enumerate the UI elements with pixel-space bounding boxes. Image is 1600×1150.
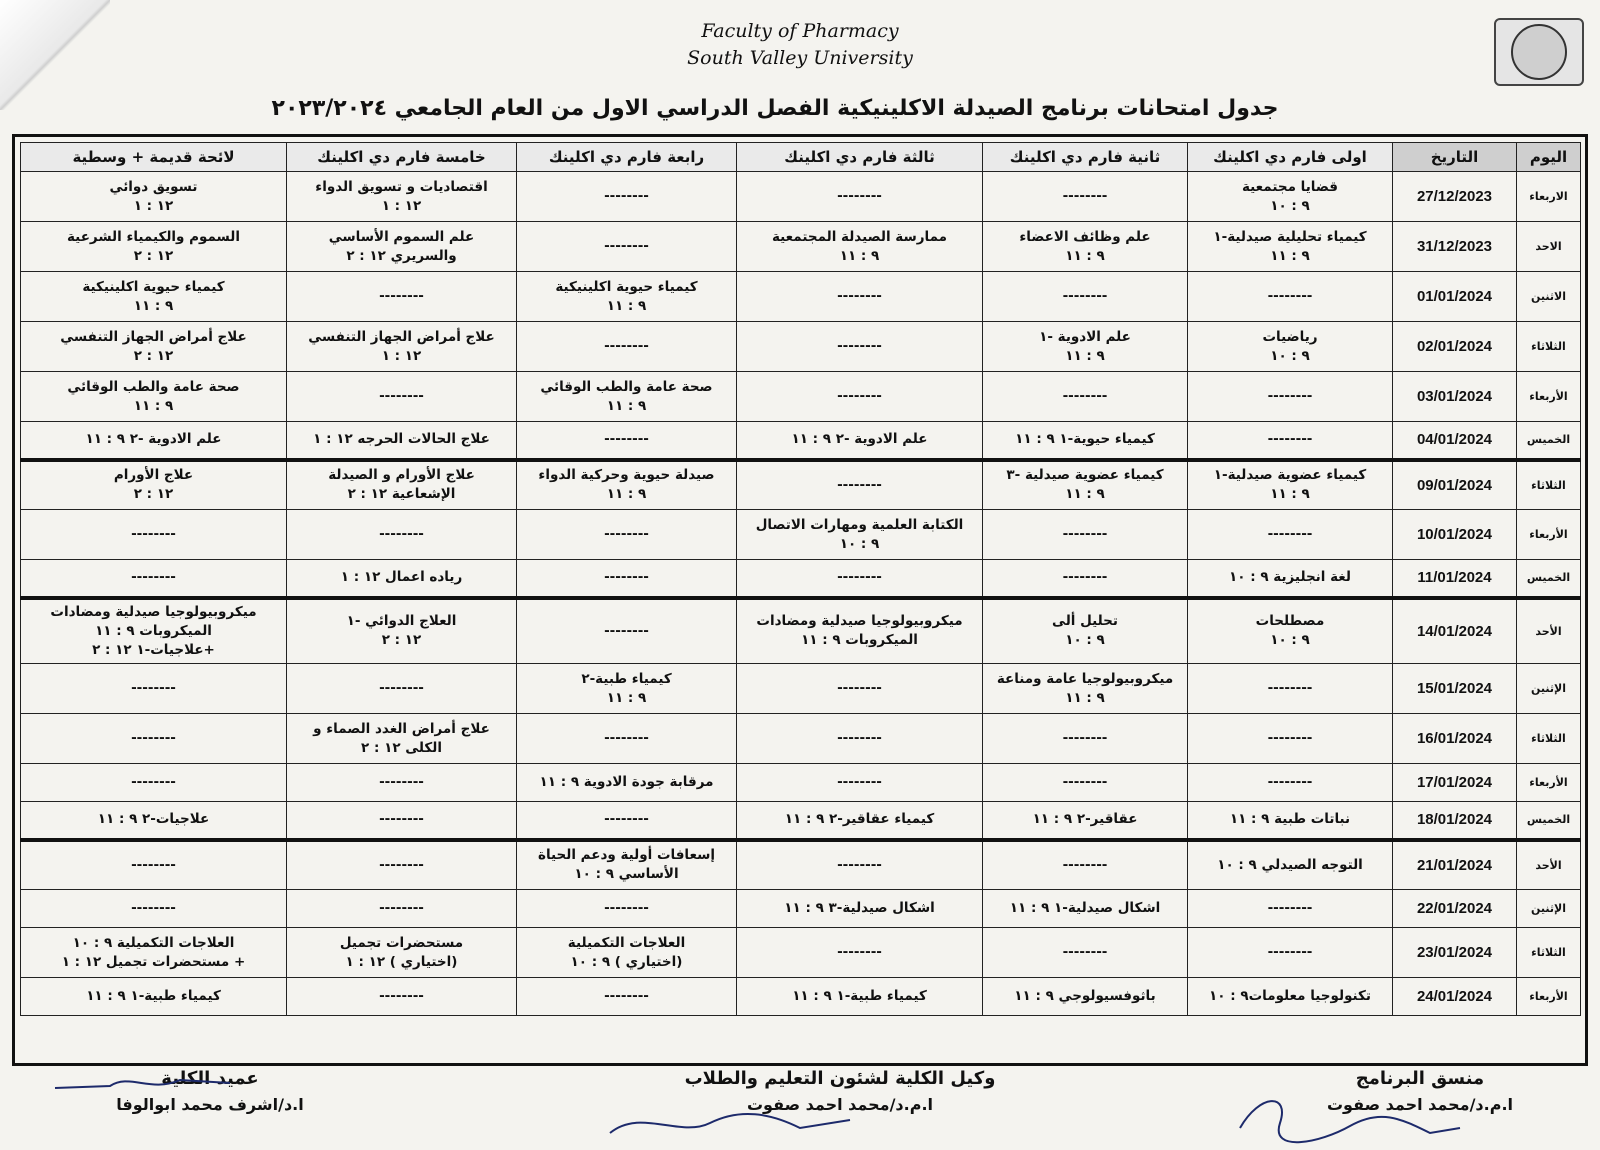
table-row (21, 510, 1581, 560)
exam-cell: -------- (983, 840, 1188, 890)
table-row (21, 764, 1581, 802)
exam-cell: -------- (287, 764, 517, 802)
table-header-row (21, 143, 1581, 172)
column-header: ثالثة فارم دي اكلينك (737, 143, 983, 172)
exam-cell: -------- (517, 978, 737, 1016)
exam-cell: ميكروبيولوجيا عامة ومناعة ٩ : ١١ (983, 664, 1188, 714)
exam-cell: كيمياء حيوية-١ ٩ : ١١ (983, 422, 1188, 460)
handwritten-signature-icon (600, 1098, 860, 1148)
exam-cell: -------- (1188, 890, 1393, 928)
exam-cell: لغة انجليزية ٩ : ١٠ (1188, 560, 1393, 598)
table-row (21, 890, 1581, 928)
exam-cell: علاج أمراض الغدد الصماء و الكلى ١٢ : ٢ (287, 714, 517, 764)
date-cell: 10/01/2024 (1393, 510, 1517, 560)
table-row (21, 598, 1581, 664)
exam-cell: -------- (983, 372, 1188, 422)
exam-cell: كيمياء طبية-١ ٩ : ١١ (737, 978, 983, 1016)
exam-cell: -------- (983, 764, 1188, 802)
exam-cell: -------- (983, 510, 1188, 560)
exam-cell: -------- (737, 664, 983, 714)
exam-cell: كيمياء طبية-٢ ٩ : ١١ (517, 664, 737, 714)
day-cell: الاربعاء (1517, 172, 1581, 222)
exam-cell: -------- (1188, 372, 1393, 422)
table-row (21, 802, 1581, 840)
day-cell: الإثنين (1517, 664, 1581, 714)
exam-cell: -------- (517, 510, 737, 560)
column-header: خامسة فارم دي اكلينك (287, 143, 517, 172)
exam-cell: -------- (737, 272, 983, 322)
exam-cell: -------- (517, 890, 737, 928)
exam-cell: علم الادوية -٢ ٩ : ١١ (737, 422, 983, 460)
folded-corner (0, 0, 110, 110)
date-cell: 18/01/2024 (1393, 802, 1517, 840)
exam-cell: -------- (287, 978, 517, 1016)
exam-cell: اشكال صيدلية-١ ٩ : ١١ (983, 890, 1188, 928)
day-cell: الأحد (1517, 598, 1581, 664)
table-body (21, 172, 1581, 1016)
exam-cell: -------- (287, 664, 517, 714)
exam-cell: ميكروبيولوجيا صيدلية ومضادات الميكروبات ٩ : ١١ +علاجيات-١ ١٢ : ٢ (21, 598, 287, 664)
signature-name: ا.م.د/محمد احمد صفوت (746, 1095, 934, 1114)
exam-cell: علم وظائف الاعضاء ٩ : ١١ (983, 222, 1188, 272)
table-row (21, 560, 1581, 598)
exam-cell: السموم والكيمياء الشرعية ١٢ : ٢ (21, 222, 287, 272)
exam-cell: رياضيات ٩ : ١٠ (1188, 322, 1393, 372)
exam-cell: -------- (983, 714, 1188, 764)
signature-role: وكيل الكلية لشئون التعليم والطلاب (684, 1068, 996, 1089)
exam-cell: -------- (517, 598, 737, 664)
exam-cell: صيدلة حيوية وحركية الدواء ٩ : ١١ (517, 460, 737, 510)
day-cell: الثلاثاء (1517, 460, 1581, 510)
exam-cell: التوجه الصيدلي ٩ : ١٠ (1188, 840, 1393, 890)
signature-role: عميد الكلية (161, 1068, 259, 1089)
exam-schedule-table (20, 142, 1581, 1016)
exam-cell: تسويق دوائي ١٢ : ١ (21, 172, 287, 222)
signature-name: ا.د/اشرف محمد ابوالوفا (116, 1095, 304, 1114)
exam-cell: -------- (737, 460, 983, 510)
exam-cell: علاجيات-٢ ٩ : ١١ (21, 802, 287, 840)
day-cell: الأربعاء (1517, 978, 1581, 1016)
exam-cell: -------- (983, 272, 1188, 322)
date-cell: 16/01/2024 (1393, 714, 1517, 764)
date-cell: 22/01/2024 (1393, 890, 1517, 928)
exam-cell: العلاجات التكميلية (اختياري ) ٩ : ١٠ (517, 928, 737, 978)
exam-cell: -------- (737, 322, 983, 372)
exam-cell: -------- (1188, 714, 1393, 764)
handwritten-signature-icon (1230, 1088, 1470, 1148)
date-cell: 01/01/2024 (1393, 272, 1517, 322)
date-cell: 09/01/2024 (1393, 460, 1517, 510)
date-cell: 31/12/2023 (1393, 222, 1517, 272)
table-row (21, 840, 1581, 890)
table-row (21, 322, 1581, 372)
day-cell: الثلاثاء (1517, 928, 1581, 978)
exam-cell: ممارسة الصيدلة المجتمعية ٩ : ١١ (737, 222, 983, 272)
table-row (21, 272, 1581, 322)
exam-cell: العلاج الدوائي -١ ١٢ : ٢ (287, 598, 517, 664)
exam-cell: كيمياء عقاقير-٢ ٩ : ١١ (737, 802, 983, 840)
exam-cell: كيمياء عضوية صيدلية -٣ ٩ : ١١ (983, 460, 1188, 510)
date-cell: 04/01/2024 (1393, 422, 1517, 460)
exam-cell: -------- (517, 322, 737, 372)
exam-cell: -------- (287, 890, 517, 928)
date-cell: 03/01/2024 (1393, 372, 1517, 422)
exam-cell: باثوفسيولوجي ٩ : ١١ (983, 978, 1188, 1016)
day-cell: الاثنين (1517, 272, 1581, 322)
signature-name: ا.م.د/محمد احمد صفوت (1326, 1095, 1514, 1114)
exam-cell: -------- (737, 840, 983, 890)
exam-cell: اشكال صيدلية-٣ ٩ : ١١ (737, 890, 983, 928)
faculty-header (600, 18, 1000, 72)
exam-cell: -------- (983, 172, 1188, 222)
column-header: لائحة قديمة + وسطية (21, 143, 287, 172)
exam-cell: ميكروبيولوجيا صيدلية ومضادات الميكروبات ٩ : ١١ (737, 598, 983, 664)
exam-cell: مرقابة جودة الادوية ٩ : ١١ (517, 764, 737, 802)
exam-cell: عقاقير-٢ ٩ : ١١ (983, 802, 1188, 840)
exam-cell: علاج أمراض الجهاز التنفسي ١٢ : ٢ (21, 322, 287, 372)
exam-cell: كيمياء حيوية اكلينيكية ٩ : ١١ (517, 272, 737, 322)
page-title: جدول امتحانات برنامج الصيدلة الاكلينيكية الفصل الدراسي الاول من العام الجامعي ٢٠٢٣/٢٠٢٤ (271, 96, 1279, 121)
exam-cell: إسعافات أولية ودعم الحياة الأساسي ٩ : ١٠ (517, 840, 737, 890)
exam-cell: علاج الحالات الحرجه ١٢ : ١ (287, 422, 517, 460)
table-row (21, 928, 1581, 978)
column-header: التاريخ (1393, 143, 1517, 172)
table-row (21, 664, 1581, 714)
exam-cell: -------- (21, 764, 287, 802)
schedule-frame (12, 134, 1588, 1066)
handwritten-signature-icon (50, 1068, 250, 1098)
exam-cell: -------- (1188, 928, 1393, 978)
date-cell: 24/01/2024 (1393, 978, 1517, 1016)
exam-cell: رياده اعمال ١٢ : ١ (287, 560, 517, 598)
exam-cell: قضايا مجتمعية ٩ : ١٠ (1188, 172, 1393, 222)
column-header: اليوم (1517, 143, 1581, 172)
exam-cell: -------- (1188, 664, 1393, 714)
exam-cell: -------- (737, 372, 983, 422)
day-cell: الأحد (1517, 840, 1581, 890)
exam-cell: كيمياء طبية-١ ٩ : ١١ (21, 978, 287, 1016)
exam-cell: -------- (21, 664, 287, 714)
day-cell: الأربعاء (1517, 510, 1581, 560)
exam-cell: -------- (21, 890, 287, 928)
date-cell: 17/01/2024 (1393, 764, 1517, 802)
exam-cell: -------- (737, 764, 983, 802)
exam-cell: علاج الأورام و الصيدلة الإشعاعية ١٢ : ٢ (287, 460, 517, 510)
exam-cell: -------- (287, 272, 517, 322)
exam-cell: -------- (1188, 510, 1393, 560)
exam-cell: -------- (21, 714, 287, 764)
exam-cell: -------- (737, 928, 983, 978)
exam-cell: علم الادوية -٢ ٩ : ١١ (21, 422, 287, 460)
day-cell: الثلاثاء (1517, 714, 1581, 764)
faculty-name: Faculty of Pharmacy (701, 20, 899, 42)
exam-cell: صحة عامة والطب الوقائي ٩ : ١١ (21, 372, 287, 422)
day-cell: الثلاثاء (1517, 322, 1581, 372)
exam-cell: مصطلحات ٩ : ١٠ (1188, 598, 1393, 664)
table-row (21, 422, 1581, 460)
exam-cell: -------- (1188, 272, 1393, 322)
exam-cell: العلاجات التكميلية ٩ : ١٠ + مستحضرات تجميل ١٢ : ١ (21, 928, 287, 978)
exam-cell: -------- (517, 714, 737, 764)
university-name: South Valley University (687, 47, 913, 69)
exam-cell: -------- (983, 928, 1188, 978)
exam-cell: -------- (287, 510, 517, 560)
exam-cell: -------- (21, 840, 287, 890)
day-cell: الإثنين (1517, 890, 1581, 928)
exam-cell: علم الادوية -١ ٩ : ١١ (983, 322, 1188, 372)
table-row (21, 172, 1581, 222)
exam-cell: -------- (21, 510, 287, 560)
exam-cell: مستحضرات تجميل (اختياري ) ١٢ : ١ (287, 928, 517, 978)
exam-cell: -------- (21, 560, 287, 598)
exam-cell: -------- (1188, 764, 1393, 802)
university-logo (1494, 18, 1584, 86)
column-header: رابعة فارم دي اكلينك (517, 143, 737, 172)
exam-cell: -------- (737, 714, 983, 764)
date-cell: 27/12/2023 (1393, 172, 1517, 222)
exam-cell: -------- (517, 560, 737, 598)
column-header: ثانية فارم دي اكلينك (983, 143, 1188, 172)
exam-cell: علاج الأورام ١٢ : ٢ (21, 460, 287, 510)
day-cell: الاحد (1517, 222, 1581, 272)
exam-cell: صحة عامة والطب الوقائي ٩ : ١١ (517, 372, 737, 422)
date-cell: 23/01/2024 (1393, 928, 1517, 978)
exam-cell: علم السموم الأساسي والسريري ١٢ : ٢ (287, 222, 517, 272)
signatures-area (0, 1068, 1600, 1148)
day-cell: الخميس (1517, 560, 1581, 598)
exam-cell: -------- (983, 560, 1188, 598)
column-header: اولى فارم دي اكلينك (1188, 143, 1393, 172)
exam-cell: تكنولوجيا معلومات٩ : ١٠ (1188, 978, 1393, 1016)
exam-cell: تحليل ألى ٩ : ١٠ (983, 598, 1188, 664)
exam-cell: -------- (287, 802, 517, 840)
exam-cell: -------- (517, 172, 737, 222)
table-row (21, 714, 1581, 764)
day-cell: الأربعاء (1517, 372, 1581, 422)
signature-role: منسق البرنامج (1355, 1068, 1485, 1089)
exam-cell: علاج أمراض الجهاز التنفسي ١٢ : ١ (287, 322, 517, 372)
date-cell: 15/01/2024 (1393, 664, 1517, 714)
exam-cell: كيمياء حيوية اكلينيكية ٩ : ١١ (21, 272, 287, 322)
exam-cell: -------- (737, 560, 983, 598)
exam-cell: اقتصاديات و تسويق الدواء ١٢ : ١ (287, 172, 517, 222)
exam-cell: -------- (517, 802, 737, 840)
day-cell: الخميس (1517, 802, 1581, 840)
exam-cell: -------- (287, 840, 517, 890)
date-cell: 14/01/2024 (1393, 598, 1517, 664)
exam-cell: -------- (287, 372, 517, 422)
exam-cell: -------- (517, 222, 737, 272)
exam-cell: -------- (517, 422, 737, 460)
date-cell: 02/01/2024 (1393, 322, 1517, 372)
table-row (21, 978, 1581, 1016)
table-row (21, 222, 1581, 272)
exam-cell: -------- (1188, 422, 1393, 460)
exam-cell: كيمياء عضوية صيدلية-١ ٩ : ١١ (1188, 460, 1393, 510)
date-cell: 21/01/2024 (1393, 840, 1517, 890)
exam-cell: كيمياء تحليلية صيدلية-١ ٩ : ١١ (1188, 222, 1393, 272)
exam-cell: -------- (737, 172, 983, 222)
table-row (21, 372, 1581, 422)
exam-cell: الكتابة العلمية ومهارات الاتصال ٩ : ١٠ (737, 510, 983, 560)
day-cell: الأربعاء (1517, 764, 1581, 802)
day-cell: الخميس (1517, 422, 1581, 460)
logo-emblem-icon (1511, 24, 1567, 80)
exam-cell: نباتات طبية ٩ : ١١ (1188, 802, 1393, 840)
table-row (21, 460, 1581, 510)
date-cell: 11/01/2024 (1393, 560, 1517, 598)
